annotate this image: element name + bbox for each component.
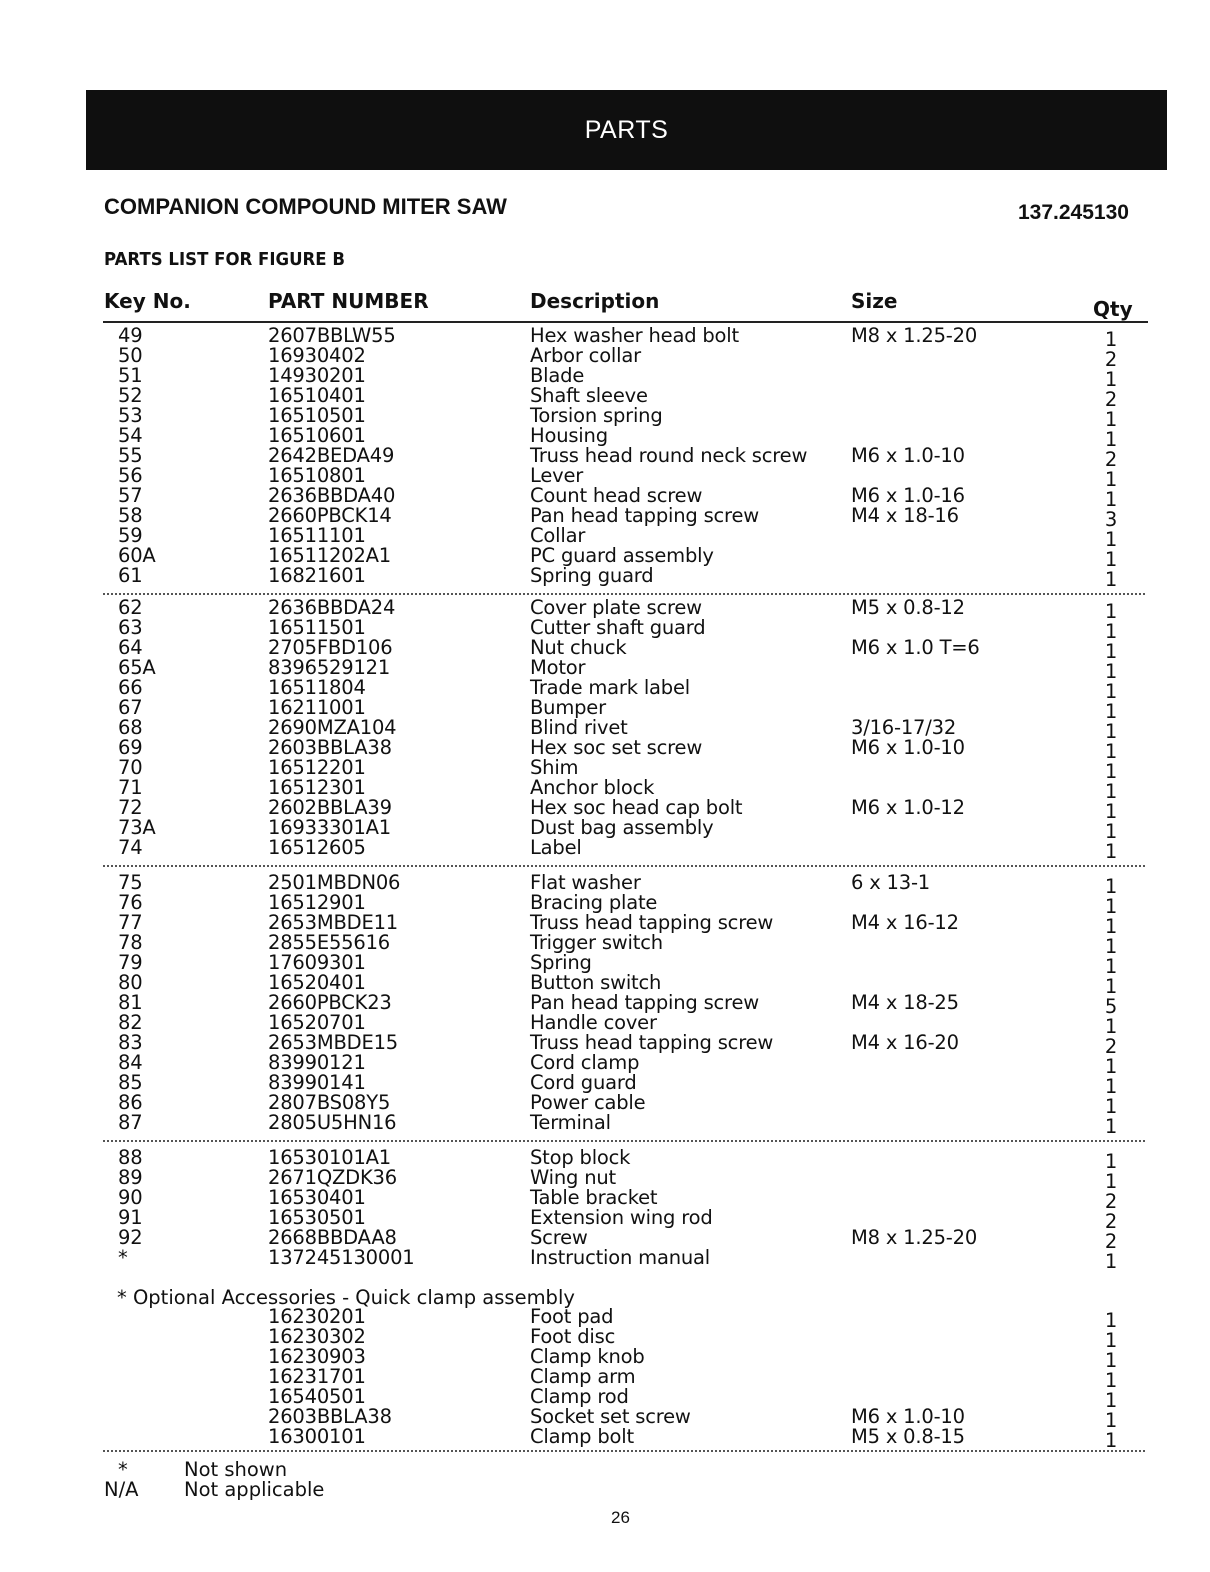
row-description: Housing [530,424,608,447]
row-part-number: 16511101 [268,524,366,547]
row-description: Arbor collar [530,344,641,367]
row-part-number: 17609301 [268,951,366,974]
row-description: Label [530,836,582,859]
row-key-no: 64 [118,636,143,659]
row-key-no: 60A [118,544,156,567]
row-size: M6 x 1.0-16 [851,484,965,507]
row-key-no: 78 [118,931,143,954]
row-description: Handle cover [530,1011,657,1034]
row-part-number: 16520401 [268,971,366,994]
row-qty: 5 [1104,995,1118,1018]
row-description: Cover plate screw [530,596,702,619]
row-description: Cord clamp [530,1051,640,1074]
row-key-no: 74 [118,836,143,859]
row-description: Bumper [530,696,606,719]
row-size: 6 x 13-1 [851,871,930,894]
row-qty: 3 [1104,508,1118,531]
row-description: Torsion spring [530,404,663,427]
row-size: M4 x 18-25 [851,991,959,1014]
column-header-description: Description [530,289,660,313]
row-qty: 1 [1104,488,1118,511]
row-description: Power cable [530,1091,646,1114]
row-description: Spring [530,951,592,974]
row-size: M8 x 1.25-20 [851,1226,978,1249]
row-part-number: 14930201 [268,364,366,387]
row-description: Button switch [530,971,662,994]
row-qty: 2 [1104,388,1118,411]
row-description: Hex soc head cap bolt [530,796,743,819]
document-title: COMPANION COMPOUND MITER SAW [104,194,507,219]
row-key-no: 91 [118,1206,143,1229]
row-key-no: 73A [118,816,156,839]
row-qty: 1 [1104,368,1118,391]
row-part-number: 16530101A1 [268,1146,391,1169]
row-key-no: 67 [118,696,143,719]
row-description: Flat washer [530,871,641,894]
accessory-description: Clamp arm [530,1365,636,1388]
accessory-description: Foot disc [530,1325,616,1348]
row-qty: 1 [1104,840,1118,863]
row-description: Instruction manual [530,1246,710,1269]
accessories-note: * Optional Accessories - Quick clamp assembly [117,1286,575,1309]
group-separator [103,1140,1145,1142]
row-key-no: 75 [118,871,143,894]
row-description: Truss head round neck screw [530,444,808,467]
row-key-no: 83 [118,1031,143,1054]
row-qty: 1 [1104,800,1118,823]
row-size: M4 x 16-12 [851,911,959,934]
row-size: M4 x 16-20 [851,1031,959,1054]
row-part-number: 16510801 [268,464,366,487]
row-part-number: 2501MBDN06 [268,871,401,894]
row-description: Terminal [530,1111,611,1134]
row-part-number: 16930402 [268,344,366,367]
row-qty: 1 [1104,640,1118,663]
row-qty: 1 [1104,528,1118,551]
row-part-number: 2690MZA104 [268,716,397,739]
row-key-no: 87 [118,1111,143,1134]
row-part-number: 2668BBDAA8 [268,1226,397,1249]
row-qty: 1 [1104,1015,1118,1038]
row-description: Screw [530,1226,588,1249]
row-size: M6 x 1.0-10 [851,736,965,759]
accessory-part-number: 16230302 [268,1325,366,1348]
row-qty: 1 [1104,700,1118,723]
row-qty: 2 [1104,1230,1118,1253]
row-part-number: 2636BBDA24 [268,596,396,619]
accessory-description: Socket set screw [530,1405,691,1428]
row-description: Collar [530,524,586,547]
row-part-number: 2653MBDE15 [268,1031,398,1054]
accessory-description: Clamp rod [530,1385,629,1408]
accessory-part-number: 2603BBLA38 [268,1405,392,1428]
row-part-number: 16211001 [268,696,366,719]
row-part-number: 16511804 [268,676,366,699]
group-separator [103,865,1145,867]
model-number: 137.245130 [1018,201,1129,224]
row-key-no: 59 [118,524,143,547]
row-part-number: 16510401 [268,384,366,407]
row-description: Hex soc set screw [530,736,703,759]
row-qty: 1 [1104,975,1118,998]
row-description: Cord guard [530,1071,637,1094]
row-key-no: 92 [118,1226,143,1249]
row-description: Motor [530,656,586,679]
row-qty: 1 [1104,1075,1118,1098]
legend-symbol-not-shown: * [118,1458,128,1481]
row-part-number: 8396529121 [268,656,391,679]
row-qty: 1 [1104,548,1118,571]
row-description: Dust bag assembly [530,816,714,839]
row-key-no: 81 [118,991,143,1014]
row-part-number: 2607BBLW55 [268,324,396,347]
row-qty: 1 [1104,660,1118,683]
row-size: M8 x 1.25-20 [851,324,978,347]
row-key-no: 86 [118,1091,143,1114]
row-qty: 1 [1104,328,1118,351]
legend-meaning-not-shown: Not shown [184,1458,288,1481]
row-part-number: 16512901 [268,891,366,914]
accessory-part-number: 16231701 [268,1365,366,1388]
row-key-no: 80 [118,971,143,994]
row-part-number: 16520701 [268,1011,366,1034]
row-qty: 1 [1104,568,1118,591]
row-description: Trade mark label [530,676,690,699]
row-key-no: 84 [118,1051,143,1074]
row-qty: 1 [1104,408,1118,431]
accessory-description: Foot pad [530,1305,614,1328]
row-part-number: 2805U5HN16 [268,1111,397,1134]
row-qty: 1 [1104,780,1118,803]
row-qty: 1 [1104,740,1118,763]
row-key-no: 53 [118,404,143,427]
row-key-no: 56 [118,464,143,487]
row-description: Lever [530,464,584,487]
row-part-number: 16530401 [268,1186,366,1209]
header-banner [86,90,1167,170]
row-key-no: 70 [118,756,143,779]
row-qty: 1 [1104,935,1118,958]
row-description: Shim [530,756,579,779]
row-description: Hex washer head bolt [530,324,739,347]
row-part-number: 2705FBD106 [268,636,393,659]
row-qty: 1 [1104,1150,1118,1173]
row-part-number: 16512301 [268,776,366,799]
row-size: M5 x 0.8-12 [851,596,965,619]
row-qty: 1 [1104,620,1118,643]
row-key-no: 55 [118,444,143,467]
row-qty: 2 [1104,1210,1118,1233]
accessories-end-rule [103,1450,1145,1452]
row-part-number: 2603BBLA38 [268,736,392,759]
accessory-description: Clamp knob [530,1345,645,1368]
row-part-number: 83990121 [268,1051,366,1074]
row-description: Truss head tapping screw [530,911,774,934]
row-qty: 1 [1104,875,1118,898]
row-part-number: 2602BBLA39 [268,796,392,819]
row-key-no: 54 [118,424,143,447]
row-qty: 1 [1104,1055,1118,1078]
row-description: Pan head tapping screw [530,991,759,1014]
row-size: M6 x 1.0 T=6 [851,636,980,659]
column-header-qty: Qty [1093,297,1133,321]
row-key-no: 49 [118,324,143,347]
row-key-no: 77 [118,911,143,934]
row-qty: 1 [1104,1115,1118,1138]
row-description: Bracing plate [530,891,658,914]
row-description: Count head screw [530,484,703,507]
row-key-no: 65A [118,656,156,679]
accessory-qty: 1 [1104,1309,1118,1332]
row-key-no: 88 [118,1146,143,1169]
row-description: Extension wing rod [530,1206,713,1229]
accessory-qty: 1 [1104,1349,1118,1372]
row-part-number: 16511202A1 [268,544,391,567]
row-qty: 1 [1104,680,1118,703]
row-part-number: 2660PBCK23 [268,991,392,1014]
accessory-qty: 1 [1104,1369,1118,1392]
accessory-part-number: 16230903 [268,1345,366,1368]
row-part-number: 16510601 [268,424,366,447]
banner-title: PARTS [584,116,669,144]
row-key-no: 90 [118,1186,143,1209]
row-key-no: 79 [118,951,143,974]
accessory-qty: 1 [1104,1429,1118,1452]
row-key-no: 66 [118,676,143,699]
row-key-no: 71 [118,776,143,799]
row-qty: 1 [1104,468,1118,491]
row-qty: 1 [1104,760,1118,783]
row-description: Truss head tapping screw [530,1031,774,1054]
parts-list-subtitle: PARTS LIST FOR FIGURE B [104,249,346,270]
row-qty: 2 [1104,1190,1118,1213]
row-description: Wing nut [530,1166,616,1189]
row-key-no: 52 [118,384,143,407]
row-qty: 2 [1104,348,1118,371]
header-rule [103,321,1148,323]
row-qty: 1 [1104,955,1118,978]
row-description: Anchor block [530,776,655,799]
row-description: Blind rivet [530,716,628,739]
row-qty: 1 [1104,720,1118,743]
column-header-size: Size [851,289,898,313]
row-key-no: 89 [118,1166,143,1189]
accessory-qty: 1 [1104,1329,1118,1352]
row-part-number: 2660PBCK14 [268,504,392,527]
legend-symbol-not-applicable: N/A [104,1478,139,1501]
row-part-number: 83990141 [268,1071,366,1094]
row-key-no: 63 [118,616,143,639]
row-part-number: 16512201 [268,756,366,779]
row-key-no: 61 [118,564,143,587]
row-key-no: 50 [118,344,143,367]
accessory-part-number: 16540501 [268,1385,366,1408]
row-part-number: 16821601 [268,564,366,587]
row-size: M4 x 18-16 [851,504,959,527]
row-qty: 1 [1104,600,1118,623]
row-qty: 1 [1104,895,1118,918]
row-qty: 2 [1104,1035,1118,1058]
row-key-no: 62 [118,596,143,619]
row-description: Spring guard [530,564,654,587]
row-part-number: 16530501 [268,1206,366,1229]
row-key-no: 69 [118,736,143,759]
row-key-no: 82 [118,1011,143,1034]
column-header-part-number: PART NUMBER [268,289,429,313]
row-part-number: 2653MBDE11 [268,911,398,934]
row-key-no: 58 [118,504,143,527]
row-key-no: 57 [118,484,143,507]
row-qty: 1 [1104,1170,1118,1193]
row-part-number: 16512605 [268,836,366,859]
row-key-no: 51 [118,364,143,387]
accessory-qty: 1 [1104,1409,1118,1432]
row-size: M6 x 1.0-12 [851,796,965,819]
accessory-size: M5 x 0.8-15 [851,1425,965,1448]
row-description: PC guard assembly [530,544,714,567]
row-description: Trigger switch [530,931,663,954]
row-description: Cutter shaft guard [530,616,706,639]
row-part-number: 2636BBDA40 [268,484,396,507]
row-key-no: 72 [118,796,143,819]
column-header-key: Key No. [104,289,191,313]
row-part-number: 16511501 [268,616,366,639]
row-part-number: 2855E55616 [268,931,390,954]
accessory-qty: 1 [1104,1389,1118,1412]
row-key-no: 68 [118,716,143,739]
accessory-size: M6 x 1.0-10 [851,1405,965,1428]
row-qty: 1 [1104,428,1118,451]
accessory-part-number: 16300101 [268,1425,366,1448]
row-part-number: 2642BEDA49 [268,444,395,467]
row-key-no: 76 [118,891,143,914]
row-qty: 1 [1104,820,1118,843]
row-key-no: * [118,1246,128,1269]
row-part-number: 137245130001 [268,1246,415,1269]
row-description: Blade [530,364,585,387]
accessory-part-number: 16230201 [268,1305,366,1328]
accessory-description: Clamp bolt [530,1425,634,1448]
row-description: Nut chuck [530,636,627,659]
row-key-no: 85 [118,1071,143,1094]
row-size: M6 x 1.0-10 [851,444,965,467]
row-part-number: 2807BS08Y5 [268,1091,391,1114]
row-qty: 2 [1104,448,1118,471]
row-description: Stop block [530,1146,631,1169]
row-part-number: 2671QZDK36 [268,1166,397,1189]
row-qty: 1 [1104,1095,1118,1118]
row-size: 3/16-17/32 [851,716,957,739]
legend-meaning-not-applicable: Not applicable [184,1478,325,1501]
row-description: Shaft sleeve [530,384,648,407]
row-part-number: 16933301A1 [268,816,391,839]
group-separator [103,593,1145,595]
row-part-number: 16510501 [268,404,366,427]
page-number: 26 [611,1508,630,1527]
row-description: Pan head tapping screw [530,504,759,527]
row-qty: 1 [1104,915,1118,938]
row-description: Table bracket [530,1186,658,1209]
row-qty: 1 [1104,1250,1118,1273]
